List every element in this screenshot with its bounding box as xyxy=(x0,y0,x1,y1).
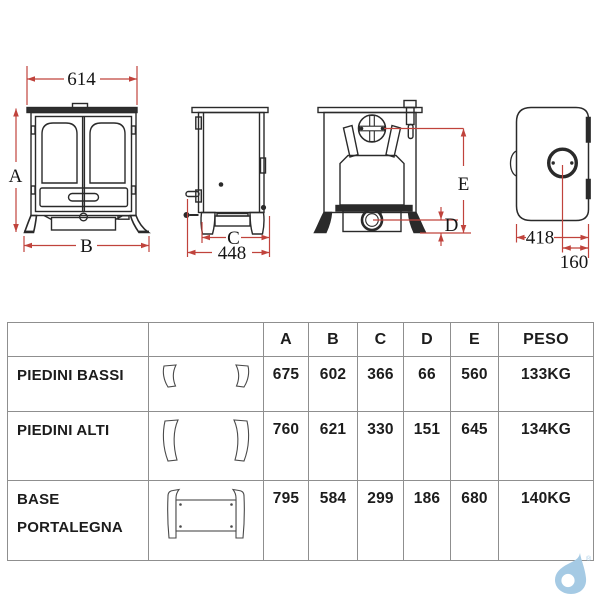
front-door-handle xyxy=(69,194,99,202)
header-d: D xyxy=(404,323,451,357)
front-plinth xyxy=(52,218,116,231)
front-hinge xyxy=(31,126,35,134)
rear-view-drawing xyxy=(315,101,426,233)
dim-side-feet-label: C xyxy=(227,228,240,249)
spec-table xyxy=(7,322,594,561)
header-empty xyxy=(8,323,149,357)
side-rear-leg xyxy=(250,213,264,235)
front-left-leg xyxy=(25,216,37,233)
tall-feet-icon xyxy=(149,412,264,481)
low-feet-icon xyxy=(149,357,264,412)
brand-drop-logo xyxy=(549,551,597,599)
rear-back-panel xyxy=(340,156,404,206)
plan-view-drawing xyxy=(511,108,591,221)
header-a: A xyxy=(264,323,309,357)
front-view-drawing xyxy=(24,104,149,234)
side-knob xyxy=(219,182,224,187)
dim-front-base-label: B xyxy=(80,236,93,257)
side-base-shelf xyxy=(215,216,250,226)
dim-front-height-label: A xyxy=(8,166,23,187)
dim-side-depth-label: 448 xyxy=(217,243,247,264)
row-label: PIEDINI BASSI xyxy=(8,357,149,412)
table-row: BASE PORTALEGNA 795 584 299 186 680 140KG xyxy=(8,481,594,561)
front-door-frame xyxy=(36,117,132,212)
dim-rear-flue-height-label: E xyxy=(457,174,470,195)
front-hinge xyxy=(31,186,35,194)
rear-left-leg xyxy=(315,213,332,233)
table-row: PIEDINI BASSI 675 602 366 66 560 133KG xyxy=(8,357,594,412)
registered-mark: ® xyxy=(586,556,592,563)
side-door-handle xyxy=(186,192,199,197)
header-b: B xyxy=(309,323,358,357)
front-right-window xyxy=(90,123,125,183)
row-label: BASE PORTALEGNA xyxy=(8,481,149,561)
table-header-row xyxy=(8,323,594,357)
front-left-window xyxy=(42,123,77,183)
dim-plan-flue-offset-label: 160 xyxy=(559,252,589,273)
plan-hinge-bar xyxy=(587,118,591,143)
side-top-plate xyxy=(192,108,268,113)
dim-rear-base-height-label: D xyxy=(444,215,459,236)
front-hinge xyxy=(132,126,136,134)
dim-plan-depth-label: 418 xyxy=(525,227,555,249)
side-ash-lever xyxy=(184,212,190,218)
log-store-base-icon xyxy=(149,481,264,561)
dim-front-width-label: 614 xyxy=(67,69,96,90)
table-row: PIEDINI ALTI 760 621 330 151 645 134KG xyxy=(8,412,594,481)
front-hinge xyxy=(132,186,136,194)
header-icon-empty xyxy=(149,323,264,357)
front-top-plate xyxy=(27,108,137,113)
front-body xyxy=(31,113,136,216)
header-peso: PESO xyxy=(499,323,594,357)
front-right-leg xyxy=(131,216,149,233)
side-bracket xyxy=(261,158,266,173)
rear-left-bracket xyxy=(344,126,359,158)
side-front-leg xyxy=(201,213,215,235)
plan-handle xyxy=(511,151,517,176)
side-view-drawing xyxy=(184,108,269,235)
rear-right-leg xyxy=(409,213,426,233)
header-c: C xyxy=(358,323,404,357)
plan-hinge-bar xyxy=(587,180,591,199)
side-body xyxy=(199,113,265,213)
row-label: PIEDINI ALTI xyxy=(8,412,149,481)
drop-hole xyxy=(561,574,574,587)
rear-damper-cap xyxy=(404,101,416,108)
rear-right-bracket xyxy=(386,126,401,158)
drop-shape xyxy=(555,553,586,594)
header-e: E xyxy=(451,323,499,357)
rear-damper-tube xyxy=(407,108,415,125)
